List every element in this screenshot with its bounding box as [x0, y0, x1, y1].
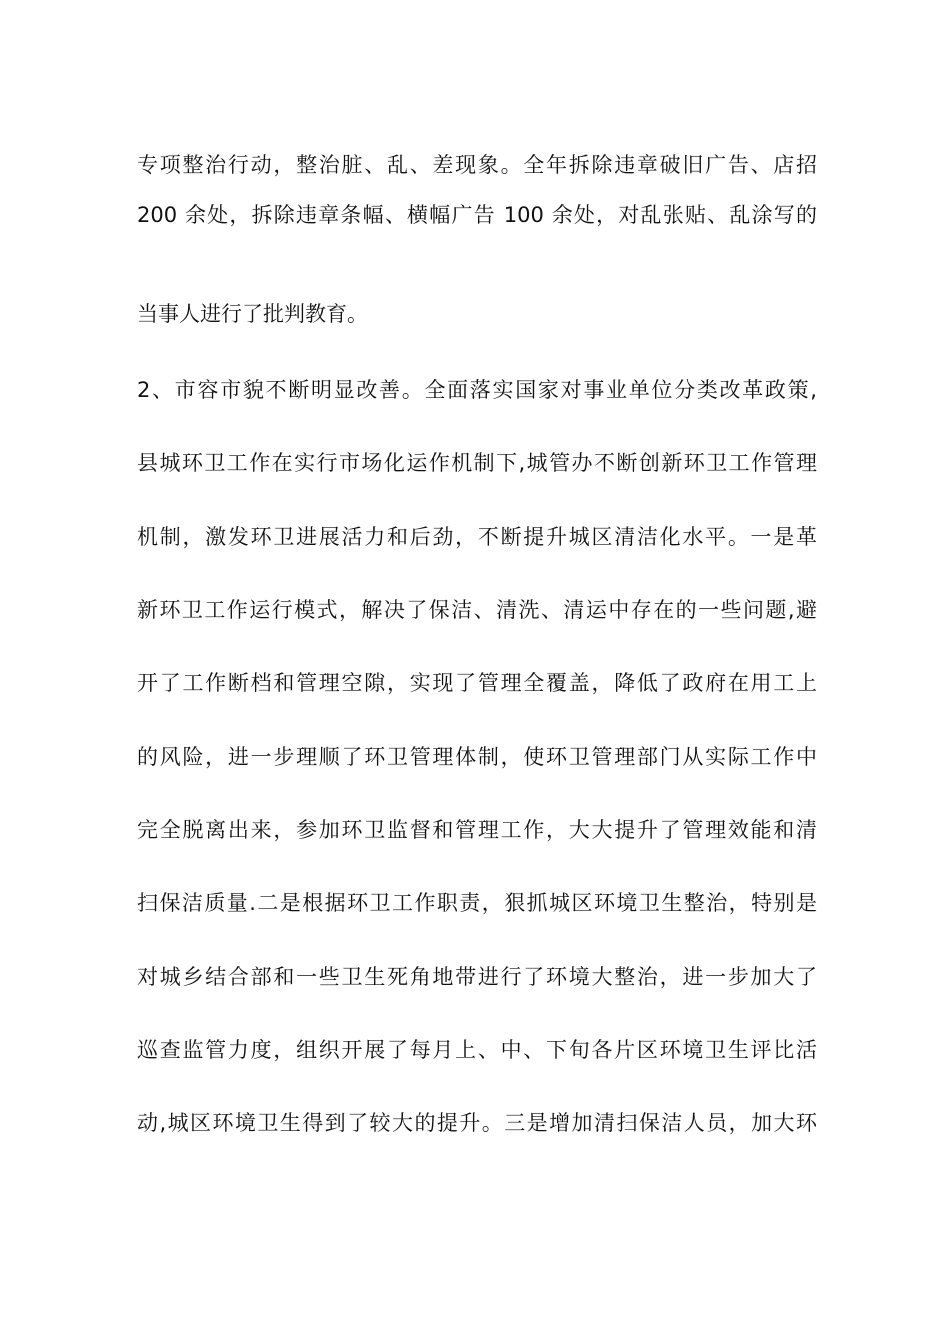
text-line-12: 对城乡结合部和一些卫生死角地带进行了环境大整治，进一步加大了	[137, 965, 817, 989]
text-line-1: 专项整治行动，整治脏、乱、差现象。全年拆除违章破旧广告、店招	[137, 153, 817, 177]
text-line-11: 扫保洁质量.二是根据环卫工作职责，狠抓城区环境卫生整治，特别是	[137, 891, 817, 915]
text-line-10: 完全脱离出来，参加环卫监督和管理工作，大大提升了管理效能和清	[137, 818, 817, 842]
text-line-4: 2、市容市貌不断明显改善。全面落实国家对事业单位分类改革政策,	[137, 378, 817, 402]
text-line-7: 新环卫工作运行模式，解决了保洁、清洗、清运中存在的一些问题,避	[137, 598, 817, 622]
text-line-8: 开了工作断档和管理空隙，实现了管理全覆盖，降低了政府在用工上	[137, 671, 817, 695]
text-line-3: 当事人进行了批判教育。	[137, 302, 368, 326]
text-line-5: 县城环卫工作在实行市场化运作机制下,城管办不断创新环卫工作管理	[137, 451, 817, 475]
text-line-6: 机制，激发环卫进展活力和后劲，不断提升城区清洁化水平。一是革	[137, 525, 817, 549]
text-line-9: 的风险，进一步理顺了环卫管理体制，使环卫管理部门从实际工作中	[137, 745, 817, 769]
text-line-2: 200 余处，拆除违章条幅、横幅广告 100 余处，对乱张贴、乱涂写的	[137, 203, 817, 227]
text-line-13: 巡查监管力度，组织开展了每月上、中、下旬各片区环境卫生评比活	[137, 1038, 817, 1062]
text-line-14: 动,城区环境卫生得到了较大的提升。三是增加清扫保洁人员，加大环	[137, 1111, 817, 1135]
